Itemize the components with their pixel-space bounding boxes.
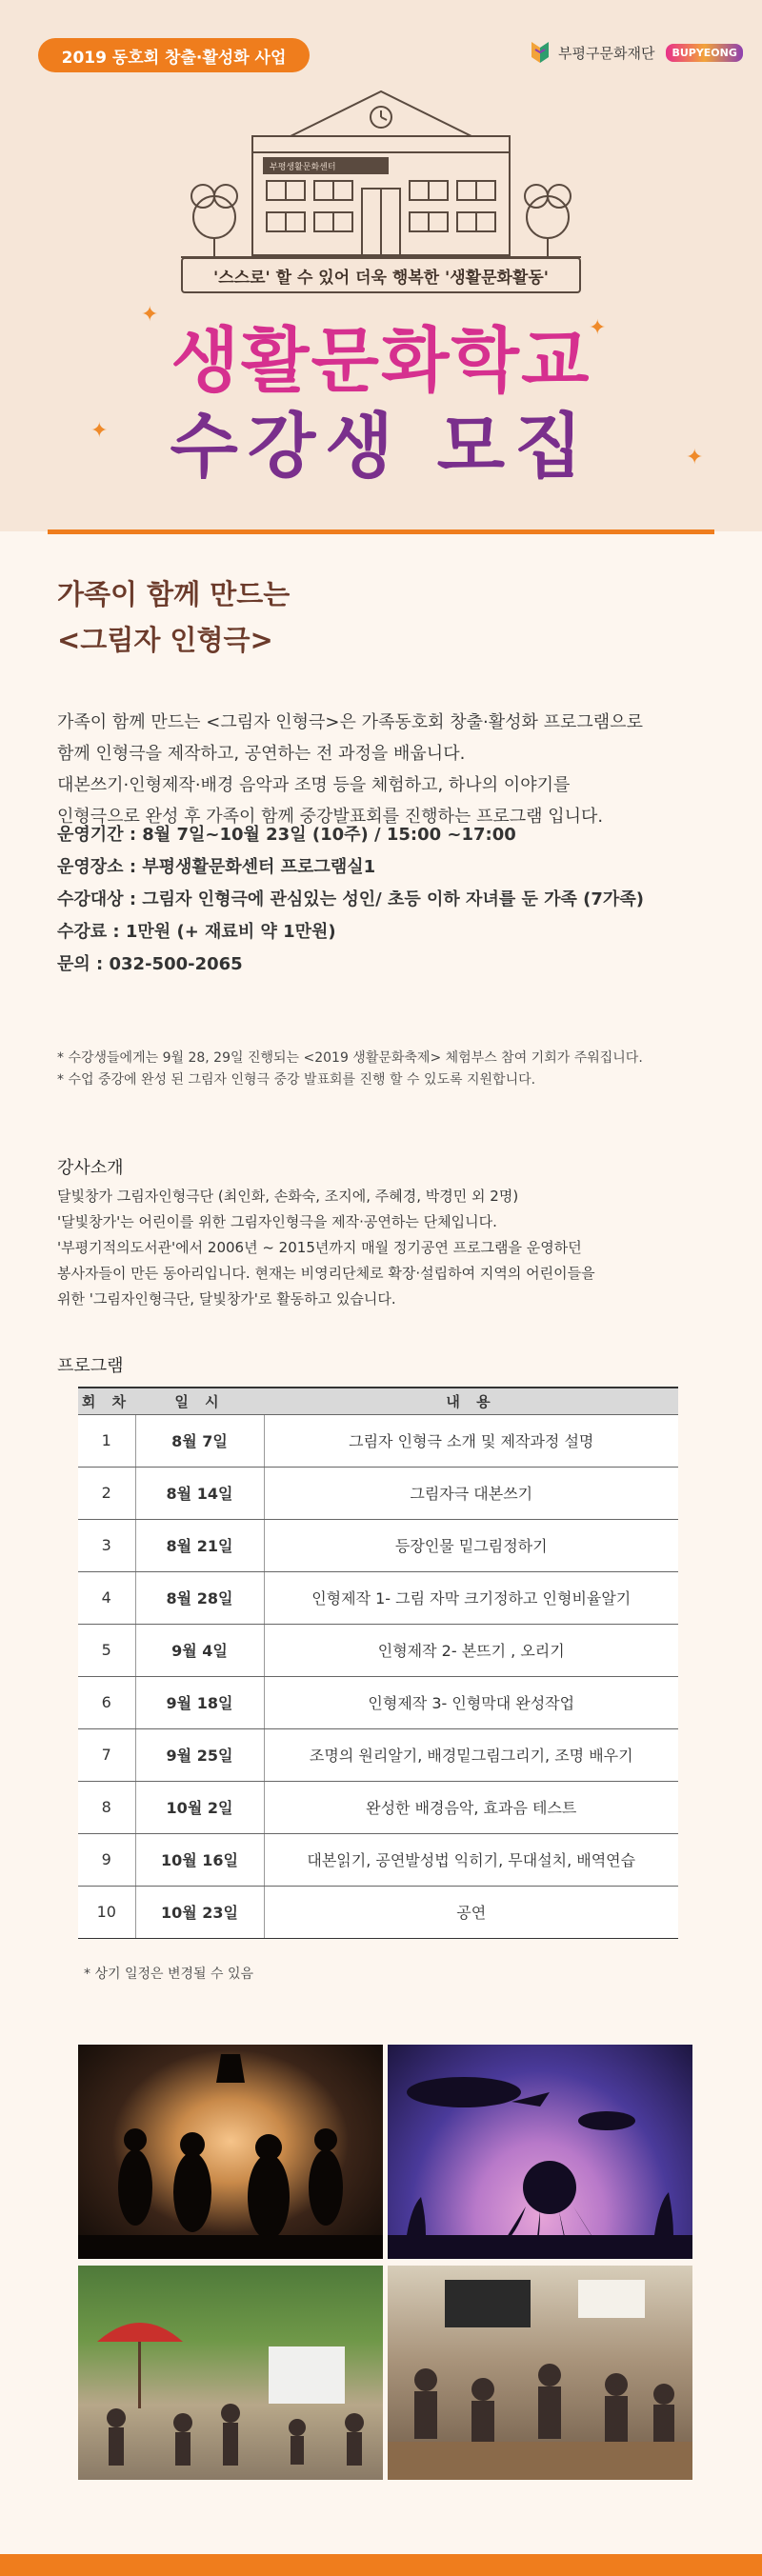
session-date: 8월 21일 <box>135 1519 264 1571</box>
session-number: 6 <box>78 1676 135 1728</box>
session-content: 조명의 원리알기, 배경밑그림그리기, 조명 배우기 <box>264 1728 678 1781</box>
sparkle-icon: ✦ <box>90 419 109 443</box>
session-date: 8월 28일 <box>135 1571 264 1624</box>
session-number: 8 <box>78 1781 135 1833</box>
table-row <box>78 1676 678 1728</box>
foundation-logo <box>530 40 743 65</box>
session-date: 9월 4일 <box>135 1624 264 1676</box>
session-content: 등장인물 밑그림정하기 <box>264 1519 678 1571</box>
sparkle-icon: ✦ <box>589 316 607 340</box>
program-subtitle: 가족이 함께 만드는 <box>57 578 291 610</box>
info-target: 수강대상 : 그림자 인형극에 관심있는 성인/ 초등 이하 자녀를 둔 가족 (7가족) <box>57 889 644 909</box>
table-row <box>78 1833 678 1886</box>
session-number: 3 <box>78 1519 135 1571</box>
teacher-heading: 강사소개 <box>57 1158 124 1178</box>
table-row <box>78 1624 678 1676</box>
info-contact: 문의 : 032-500-2065 <box>57 954 243 974</box>
teacher-line: '부평기적의도서관'에서 2006년 ~ 2015년까지 매월 정기공연 프로그램을 운영하던 <box>57 1239 582 1256</box>
session-content: 인형제작 3- 인형막대 완성작업 <box>264 1676 678 1728</box>
project-badge: 2019 동호회 창출·활성화 사업 <box>38 38 310 72</box>
session-content: 완성한 배경음악, 효과음 테스트 <box>264 1781 678 1833</box>
divider <box>48 529 714 534</box>
table-row <box>78 1571 678 1624</box>
table-row <box>78 1728 678 1781</box>
session-number: 10 <box>78 1886 135 1938</box>
session-number: 2 <box>78 1467 135 1519</box>
notes-list <box>57 1048 714 1091</box>
photo-gallery <box>78 2045 692 2481</box>
photo-outdoor-festival <box>78 2266 383 2480</box>
description-line: 대본쓰기·인형제작·배경 음악과 조명 등을 체험하고, 하나의 이야기를 <box>57 775 571 795</box>
session-date: 8월 14일 <box>135 1467 264 1519</box>
session-date: 10월 23일 <box>135 1886 264 1938</box>
info-period: 운영기간 : 8월 7일~10월 23일 (10주) / 15:00 ~17:00 <box>57 825 516 845</box>
session-number: 4 <box>78 1571 135 1624</box>
column-header: 회 차 <box>78 1388 135 1414</box>
note-item: * 수강생들에게는 9월 28, 29일 진행되는 <2019 생활문화축제> 체험부스 참여 기회가 주워집니다. <box>57 1050 643 1066</box>
session-content: 그림자 인형극 소개 및 제작과정 설명 <box>264 1414 678 1467</box>
session-content: 대본읽기, 공연발성법 익히기, 무대설치, 배역연습 <box>264 1833 678 1886</box>
program-info <box>57 819 714 981</box>
teacher-line: 달빛창가 그림자인형극단 (최인화, 손화숙, 조지에, 주혜경, 박경민 외 2명) <box>57 1188 519 1205</box>
info-place: 운영장소 : 부평생활문화센터 프로그램실1 <box>57 857 376 877</box>
session-date: 9월 18일 <box>135 1676 264 1728</box>
description-line: 가족이 함께 만드는 <그림자 인형극>은 가족동호회 창출·활성화 프로그램으로 <box>57 712 643 732</box>
session-content: 공연 <box>264 1886 678 1938</box>
photo-shadow-puppet-stage <box>78 2045 383 2259</box>
column-header: 내 용 <box>264 1388 678 1414</box>
teacher-intro <box>57 1184 714 1312</box>
program-description <box>57 707 714 832</box>
teacher-line: 위한 '그림자인형극단, 달빛창가'로 활동하고 있습니다. <box>57 1290 396 1308</box>
building-sign: 부평생활문화센터 <box>270 163 336 172</box>
table-header-row <box>78 1388 678 1414</box>
table-row <box>78 1467 678 1519</box>
schedule-footnote: * 상기 일정은 변경될 수 있음 <box>84 1967 254 1982</box>
foundation-logo-icon <box>530 40 551 65</box>
program-heading: 프로그램 <box>57 1356 124 1376</box>
photo-classroom-workshop <box>388 2266 692 2480</box>
program-name: <그림자 인형극> <box>57 624 273 656</box>
main-title-line1: 생활문화학교 <box>170 320 592 402</box>
city-logo: BUPYEONG <box>666 44 742 62</box>
teacher-line: '달빛창가'는 어린이를 위한 그림자인형극을 제작·공연하는 단체입니다. <box>57 1213 497 1230</box>
tagline: '스스로' 할 수 있어 더욱 행복한 '생활문화활동' <box>181 257 581 293</box>
session-number: 5 <box>78 1624 135 1676</box>
session-date: 9월 25일 <box>135 1728 264 1781</box>
session-number: 9 <box>78 1833 135 1886</box>
info-fee: 수강료 : 1만원 (+ 재료비 약 1만원) <box>57 922 336 942</box>
sparkle-icon: ✦ <box>686 446 704 469</box>
note-item: * 수업 중강에 완성 된 그림자 인형극 중강 발표회를 진행 할 수 있도록 지원합니다. <box>57 1072 536 1088</box>
table-row <box>78 1519 678 1571</box>
session-date: 10월 16일 <box>135 1833 264 1886</box>
column-header: 일 시 <box>135 1388 264 1414</box>
main-title-line2: 수강생 모집 <box>170 406 592 488</box>
table-row <box>78 1781 678 1833</box>
description-line: 인형극으로 완성 후 가족이 함께 중강발표회를 진행하는 프로그램 입니다. <box>57 807 604 827</box>
table-row <box>78 1414 678 1467</box>
session-number: 1 <box>78 1414 135 1467</box>
sparkle-icon: ✦ <box>141 303 159 327</box>
poster-header <box>0 0 762 531</box>
teacher-line: 봉사자들이 만든 동아리입니다. 현재는 비영리단체로 확장·설립하여 지역의 어린이들을 <box>57 1265 595 1282</box>
session-date: 10월 2일 <box>135 1781 264 1833</box>
session-content: 인형제작 1- 그림 자막 크기정하고 인형비율알기 <box>264 1571 678 1624</box>
table-row <box>78 1886 678 1938</box>
session-number: 7 <box>78 1728 135 1781</box>
session-content: 인형제작 2- 본뜨기 , 오리기 <box>264 1624 678 1676</box>
bottom-bar <box>0 2554 762 2576</box>
session-date: 8월 7일 <box>135 1414 264 1467</box>
session-content: 그림자극 대본쓰기 <box>264 1467 678 1519</box>
photo-shadow-puppet-sea <box>388 2045 692 2259</box>
program-table <box>78 1387 678 1939</box>
foundation-name: 부평구문화재단 <box>558 44 655 62</box>
description-line: 함께 인형극을 제작하고, 공연하는 전 과정을 배웁니다. <box>57 744 466 764</box>
